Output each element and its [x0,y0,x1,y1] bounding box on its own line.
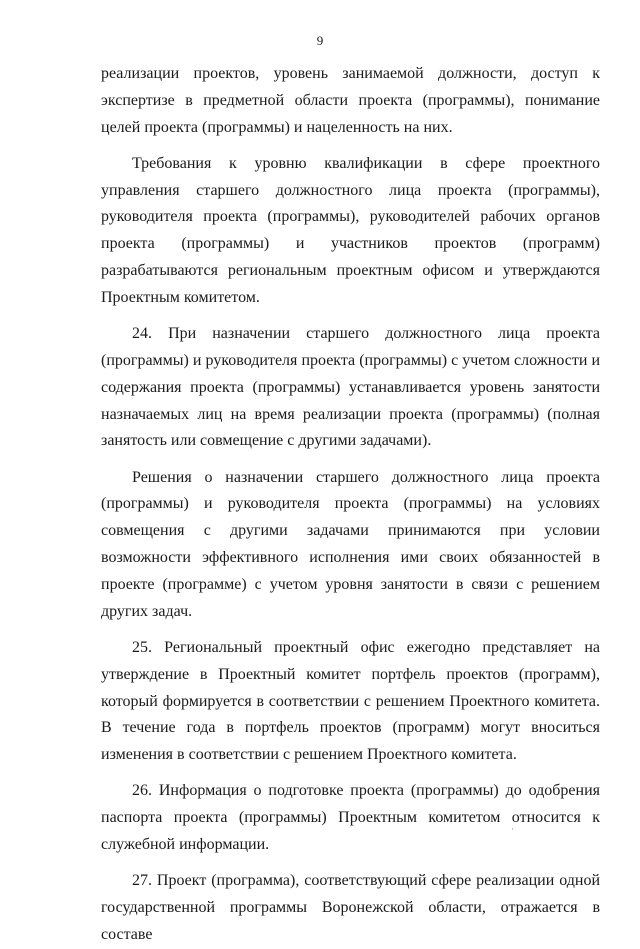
paragraph-item-25: 25. Региональный проектный офис ежегодно представляет на утверждение в Проектный комитет портфель проектов (программ), который формируется в соответствии с решением Проектного комитета. В течение года в портфель проектов (программ) могут вноситься изменения в соответствии с решением Проектного комитета. [101,638,600,764]
paragraph-item-26: 26. Информация о подготовке проекта (программы) до одобрения паспорта проекта (программы) Проектным комитетом относится к служебной информации. [101,782,600,854]
paragraph-appointment-decisions: Решения о назначении старшего должностного лица проекта (программы) и руководителя проекта (программы) на условиях совмещения с другими задачами принимаются при условии возможности эффективного исполнения ими своих обязанностей в проекте (программе) с учетом уровня занятости в связи с решением других задач. [101,468,600,620]
paragraph-item-24: 24. При назначении старшего должностного лица проекта (программы) и руководителя проекта (программы) с учетом сложности и содержания проекта (программы) устанавливается уровень занятости назначаемых лиц на время реализации проекта (программы) (полная занятость или совмещение с другими задачами). [101,325,600,450]
scan-artifact [512,828,513,830]
paragraph-continuation: реализации проектов, уровень занимаемой должности, доступ к экспертизе в предметной области проекта (программы), понимание целей проекта (программы) и нацеленность на них. [101,65,600,136]
paragraph-item-27: 27. Проект (программа), соответствующий сфере реализации одной государственной программы Воронежской области, отражается в составе [101,872,600,943]
document-body [101,61,600,949]
page-number: 9 [316,33,324,48]
paragraph-qualification-requirements: Требования к уровню квалификации в сфере проектного управления старшего должностного лица проекта (программы), руководителя проекта (программы), руководителей рабочих органов проекта (программы) и участников проектов (программ) разрабатываются региональным проектным офисом и утверждаются Проектным комитетом. [101,154,600,306]
